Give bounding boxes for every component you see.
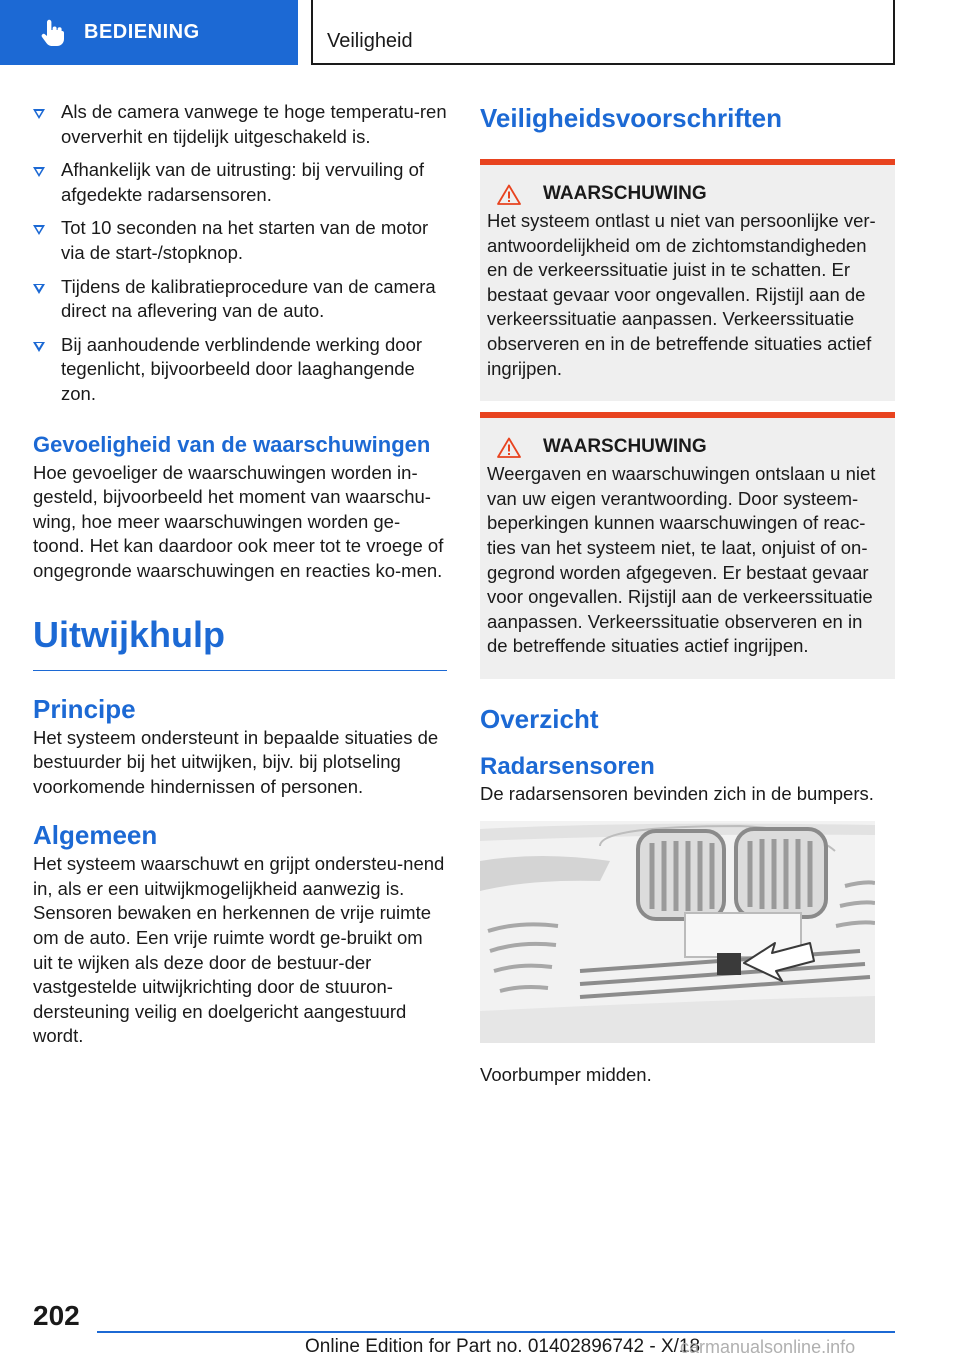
right-column bbox=[480, 100, 895, 1087]
warning-title: WAARSCHUWING bbox=[543, 436, 707, 458]
section-label: BEDIENING bbox=[84, 21, 200, 43]
section-title: Uitwijkhulp bbox=[33, 613, 225, 655]
condition-list bbox=[33, 100, 447, 407]
page-number: 202 bbox=[33, 1300, 80, 1331]
list-item: Afhankelijk van de uitrusting: bij vervuiling of afgedekte radarsensoren. bbox=[33, 158, 447, 207]
warning-text: Het systeem ontlast u niet van persoonlijke ver-antwoordelijkheid om de zichtomstandigheden en de verkeerssituatie juist in te schatten. Er bestaat gevaar voor ongevallen. Rijstijl aan de verkeerssituatie aanpassen. Verkeerssituatie observeren en in de betreffende situaties actief ingrijpen. bbox=[487, 210, 876, 379]
watermark: carmanualsonline.info bbox=[680, 1337, 856, 1357]
warning-triangle-icon bbox=[497, 437, 521, 458]
general-text: Het systeem waarschuwt en grijpt ondersteu-nend in, als er een uitwijkmogelijkheid aanwezig is. Sensoren bewaken en herkennen de vrije ruimte om de auto. Een vrije ruimte wordt ge-bruikt om uit te wijken als deze door de bestuur-der vastgestelde uitwijkrichting door de stuuron-dersteuning veilig en doelgericht aangestuurd wordt. bbox=[33, 853, 445, 1047]
sensitivity-text: Hoe gevoeliger de waarschuwingen worden in-gesteld, bijvoorbeeld het moment van waarschu-wing, hoe meer waarschuwingen worden ge-toond. Het kan daardoor ook meer tot te vroege of ongegronde waarschuwingen en reacties ko-men. bbox=[33, 461, 444, 581]
edition-text: Online Edition for Part no. 01402896742 - X/18 bbox=[305, 1336, 701, 1357]
chapter-box bbox=[311, 0, 895, 65]
triangle-bullet-icon bbox=[33, 109, 45, 119]
list-item: Bij aanhoudende verblindende werking door tegenlicht, bijvoorbeeld door laaghangende zon. bbox=[33, 333, 447, 407]
triangle-bullet-icon bbox=[33, 284, 45, 294]
triangle-bullet-icon bbox=[33, 342, 45, 352]
hand-pointer-icon bbox=[40, 19, 66, 47]
sensitivity-heading: Gevoeligheid van de waarschuwingen bbox=[33, 431, 431, 457]
list-item: Als de camera vanwege te hoge temperatu-ren oververhit en tijdelijk uitgeschakeld is. bbox=[33, 100, 447, 149]
triangle-bullet-icon bbox=[33, 225, 45, 235]
list-item: Tijdens de kalibratieprocedure van de camera direct na aflevering van de auto. bbox=[33, 275, 447, 324]
photo-caption: Voorbumper midden. bbox=[480, 1063, 652, 1085]
warning-title: WAARSCHUWING bbox=[543, 183, 707, 204]
principle-heading: Principe bbox=[33, 693, 136, 724]
radar-heading: Radarsensoren bbox=[480, 752, 655, 780]
chapter-label: Veiligheid bbox=[327, 30, 413, 52]
section-tab[interactable] bbox=[0, 0, 298, 65]
section-divider bbox=[33, 670, 447, 671]
principle-text: Het systeem ondersteunt in bepaalde situaties de bestuurder bij het uitwijken, bijv. bij plotseling voorkomende hindernissen of personen. bbox=[33, 726, 439, 797]
warning-box bbox=[480, 412, 895, 679]
overview-heading: Overzicht bbox=[480, 703, 599, 734]
warning-triangle-icon bbox=[497, 184, 521, 205]
list-item: Tot 10 seconden na het starten van de motor via de start-/stopknop. bbox=[33, 216, 447, 265]
safety-heading: Veiligheidsvoorschriften bbox=[480, 103, 782, 133]
footer-divider bbox=[97, 1331, 895, 1333]
triangle-bullet-icon bbox=[33, 167, 45, 177]
left-column bbox=[33, 100, 447, 1049]
warning-text: Weergaven en waarschuwingen ontslaan u niet van uw eigen verantwoording. Door systeem-beperkingen kunnen waarschuwingen of reac-ties van het systeem niet, te laat, onjuist of on-gegrond worden afgegeven. Er bestaat gevaar voor ongevallen. Rijstijl aan de verkeerssituatie aanpassen. Verkeerssituatie observeren en in de betreffende situaties actief ingrijpen. bbox=[487, 463, 876, 657]
bumper-photo bbox=[480, 821, 875, 1043]
warning-box bbox=[480, 159, 895, 401]
radar-text: De radarsensoren bevinden zich in de bumpers. bbox=[480, 782, 874, 804]
general-heading: Algemeen bbox=[33, 820, 158, 851]
